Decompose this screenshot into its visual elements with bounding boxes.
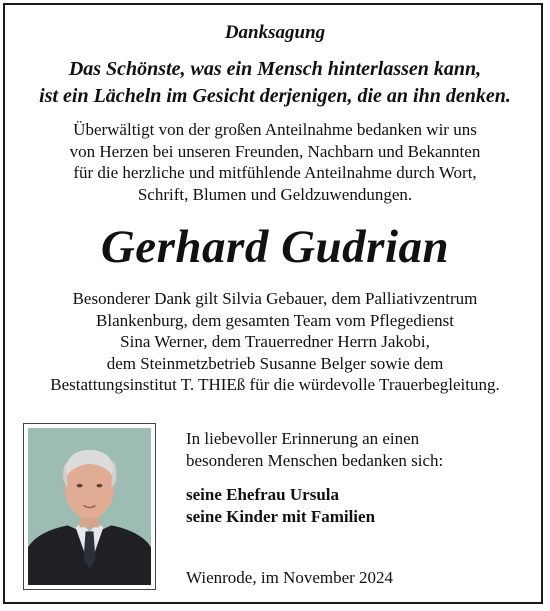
quote-line: Das Schönste, was ein Mensch hinterlassen kann, xyxy=(68,58,482,80)
heading: Danksagung xyxy=(224,22,326,43)
portrait-photo xyxy=(23,423,156,590)
intro-line: Schrift, Blumen und Geldzuwendungen. xyxy=(137,184,413,204)
quote xyxy=(0,56,550,110)
place-date: Wienrode, im November 2024 xyxy=(186,568,394,587)
memory-line: In liebevoller Erinnerung an einen xyxy=(186,429,420,448)
thanks-text xyxy=(0,288,550,396)
portrait-illustration xyxy=(28,428,151,585)
thanks-line: dem Steinmetzbetrieb Susanne Belger sowie dem xyxy=(106,353,444,373)
intro-text xyxy=(0,119,550,205)
memory-text xyxy=(186,428,443,471)
intro-line: von Herzen bei unseren Freunden, Nachbarn und Bekannten xyxy=(69,141,481,161)
deceased-name: Gerhard Gudrian xyxy=(100,221,450,273)
memory-line: besonderen Menschen bedanken sich: xyxy=(186,450,444,470)
family-line: seine Kinder mit Familien xyxy=(186,506,376,526)
thanks-line: Bestattungsinstitut T. THIEß für die würdevolle Trauerbegleitung. xyxy=(50,375,500,394)
thanks-line: Sina Werner, dem Trauerredner Herrn Jakobi, xyxy=(120,332,430,351)
intro-line: Überwältigt von der großen Anteilnahme bedanken wir uns xyxy=(73,120,477,139)
thanks-line: Blankenburg, dem gesamten Team vom Pflegedienst xyxy=(96,310,454,330)
family-signature xyxy=(186,484,375,527)
family-line: seine Ehefrau Ursula xyxy=(186,485,339,504)
quote-line: ist ein Lächeln im Gesicht derjenigen, die an ihn denken. xyxy=(39,85,511,107)
intro-line: für die herzliche und mitfühlende Anteilnahme durch Wort, xyxy=(73,163,477,182)
thanks-line: Besonderer Dank gilt Silvia Gebauer, dem Palliativzentrum xyxy=(72,289,478,308)
